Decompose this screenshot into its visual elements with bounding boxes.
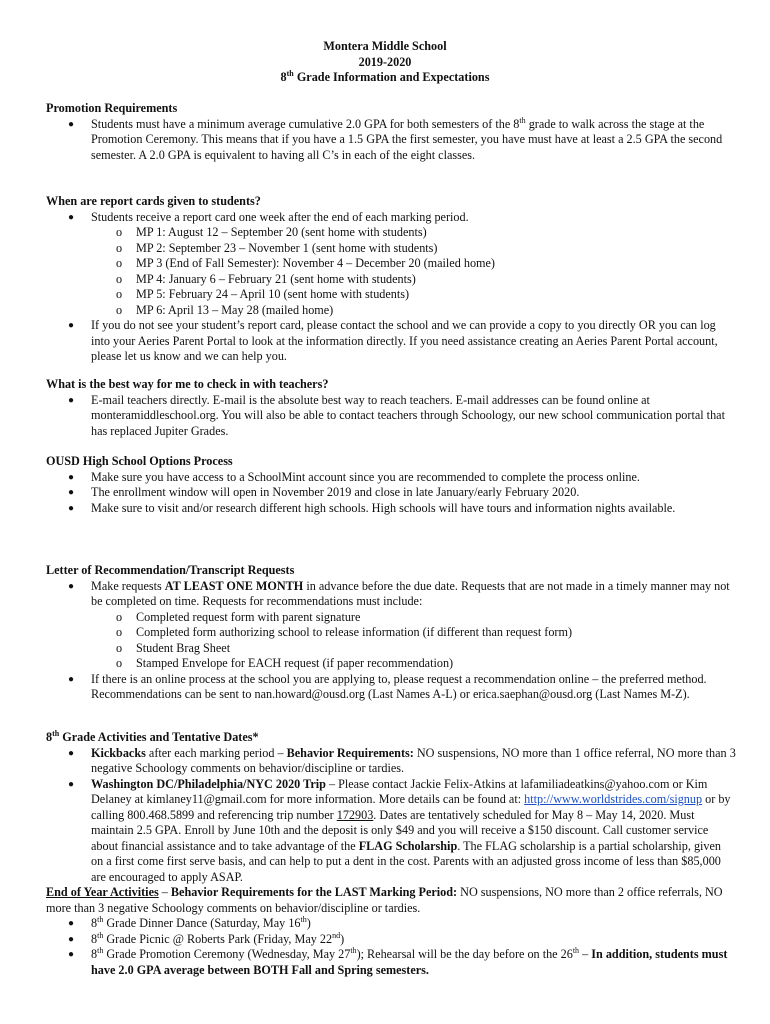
- requirement-item: o Student Brag Sheet: [116, 640, 231, 655]
- document-header: [0, 39, 770, 86]
- list-item: ● 8th Grade Dinner Dance (Saturday, May 16th): [68, 914, 311, 930]
- school-year: 2019-2020: [358, 54, 412, 69]
- heading-ousd: OUSD High School Options Process: [46, 454, 233, 468]
- section-promotion: [46, 101, 736, 163]
- list-item: ● Kickbacks after each marking period – Behavior Requirements: NO suspensions, NO more than 1 office referral, NO more than 3 negative Schoology comments on behavior/discipline or tardies.: [68, 745, 736, 775]
- list-item: ● 8th Grade Promotion Ceremony (Wednesday, May 27th); Rehearsal will be the day before on the 26th – In addition, students must have 2.0 GPA average between BOTH Fall and Spring semesters.: [68, 945, 728, 977]
- list-item: ● Make requests AT LEAST ONE MONTH in advance before the due date. Requests that are not made in a timely manner may not be completed on time. Requests for recommendations must include:: [68, 578, 730, 608]
- end-of-year-paragraph: End of Year Activities – Behavior Requirements for the LAST Marking Period: NO suspensions, NO more than 2 office referrals, NO more than 3 negative Schoology comments on behavior/discipline or tardies.: [46, 885, 723, 915]
- list-item: ● Make sure you have access to a SchoolMint account since you are recommended to complete the process online.: [68, 469, 640, 484]
- list-item: ● If there is an online process at the school you are applying to, please request a recommendation online – the preferred method. Recommendations can be sent to nan.howard@ousd.org (Last Names A-L) or erica.saephan@ousd.org (Last Names M-Z).: [68, 671, 707, 701]
- section-ousd: [46, 454, 736, 516]
- section-report-cards: [46, 194, 736, 365]
- section-teachers: [46, 377, 736, 439]
- marking-period-item: o MP 6: April 13 – May 28 (mailed home): [116, 302, 334, 317]
- list-item: ● Students receive a report card one week after the end of each marking period.: [68, 209, 469, 224]
- marking-period-item: o MP 1: August 12 – September 20 (sent home with students): [116, 225, 427, 239]
- requirement-item: o Stamped Envelope for EACH request (if paper recommendation): [116, 656, 454, 670]
- section-letters: [46, 563, 736, 703]
- worldstrides-link[interactable]: http://www.worldstrides.com/signup: [524, 792, 703, 806]
- list-item: ● E-mail teachers directly. E-mail is the absolute best way to reach teachers. E-mail addresses can be found online at monteramiddleschool.org. You will also be able to contact teachers through Schoology, our new school communication portal that has replaced Jupiter Grades.: [68, 392, 725, 438]
- heading-report-cards: When are report cards given to students?: [46, 194, 261, 208]
- requirement-item: o Completed form authorizing school to release information (if different than request form): [116, 625, 573, 639]
- school-name: Montera Middle School: [323, 39, 447, 53]
- list-item: ● Washington DC/Philadelphia/NYC 2020 Trip – Please contact Jackie Felix-Atkins at lafamiliadeatkins@yahoo.com or Kim Delaney at kimlaney11@gmail.com for more information. More details can be found at: http://www.worldstrides.com/signup or by calling 800.468.5899 and referencing trip number 172903. Dates are tentatively scheduled for May 8 – May 14, 2020. Must maintain 2.5 GPA. Enroll by June 10th and the deposit is only $49 and you will receive a $150 discount. Call customer service about financial assistance and to take advantage of the FLAG Scholarship. The FLAG scholarship is a partial scholarship, given on a first come first serve basis, and can help to put a dent in the cost. Parents with an adjusted gross income of less than $85,000 are encouraged to apply ASAP.: [68, 776, 731, 884]
- list-item: ● The enrollment window will open in November 2019 and close in late January/early February 2020.: [68, 485, 580, 499]
- list-item: ● Students must have a minimum average cumulative 2.0 GPA for both semesters of the 8th grade to walk across the stage at the Promotion Ceremony. This means that if you have a 1.5 GPA the first semester, you have must have at least a 2.5 GPA the second semester. A 2.0 GPA is equivalent to having all C’s in each of the eight classes.: [68, 115, 723, 162]
- heading-teachers: What is the best way for me to check in with teachers?: [46, 377, 329, 391]
- heading-promotion: Promotion Requirements: [46, 101, 178, 115]
- list-item: ● 8th Grade Picnic @ Roberts Park (Friday, May 22nd): [68, 930, 345, 946]
- heading-activities: 8th Grade Activities and Tentative Dates*: [46, 728, 259, 744]
- list-item: ● Make sure to visit and/or research different high schools. High schools will have tours and information nights available.: [68, 500, 676, 515]
- requirement-item: o Completed request form with parent signature: [116, 609, 361, 624]
- heading-letters: Letter of Recommendation/Transcript Requests: [46, 563, 295, 577]
- marking-period-item: o MP 2: September 23 – November 1 (sent home with students): [116, 240, 438, 255]
- list-item: ● If you do not see your student’s report card, please contact the school and we can provide a copy to you directly OR you can log into your Aeries Parent Portal to look at the information directly. If you need assistance creating an Aeries Parent Portal account, please let us know and we can help you.: [68, 318, 718, 363]
- marking-period-item: o MP 3 (End of Fall Semester): November 4 – December 20 (mailed home): [116, 256, 495, 270]
- marking-period-item: o MP 5: February 24 – April 10 (sent home with students): [116, 287, 410, 301]
- document-title: 8th Grade Information and Expectations: [280, 68, 490, 84]
- marking-period-item: o MP 4: January 6 – February 21 (sent home with students): [116, 271, 416, 286]
- section-activities: [46, 730, 736, 978]
